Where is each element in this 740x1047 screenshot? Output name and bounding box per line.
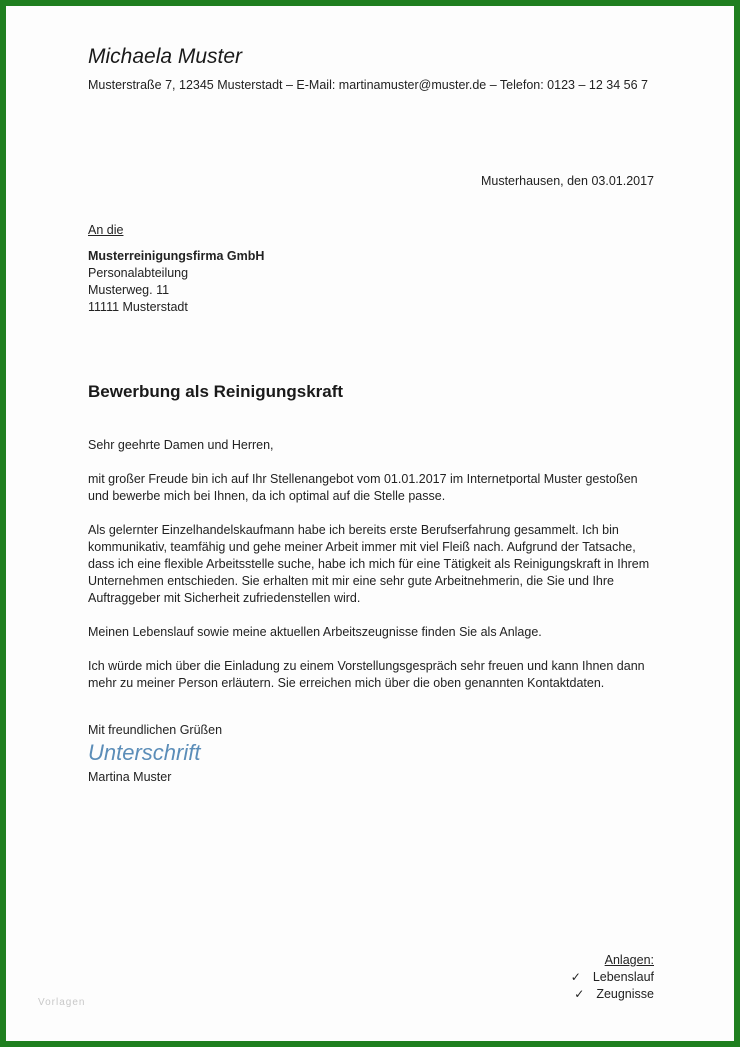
recipient-company: Musterreinigungsfirma GmbH bbox=[88, 249, 265, 263]
signer-name: Martina Muster bbox=[88, 770, 172, 784]
check-icon: ✓ bbox=[574, 987, 585, 1001]
attachment-label: Zeugnisse bbox=[596, 987, 654, 1001]
body-paragraph: mit großer Freude bin ich auf Ihr Stellenangebot vom 01.01.2017 im Internetportal Muster gestoßen und bewerbe mich bei Ihnen, da ich optimal auf die Stelle passe. bbox=[88, 472, 638, 503]
salutation: Sehr geehrte Damen und Herren, bbox=[88, 438, 274, 452]
watermark: Vorlagen bbox=[38, 997, 86, 1008]
sender-contact-line: Musterstraße 7, 12345 Musterstadt – E-Mail: martinamuster@muster.de – Telefon: 0123 – 12 34 56 7 bbox=[88, 78, 648, 92]
closing-greeting: Mit freundlichen Grüßen bbox=[88, 723, 223, 737]
body-paragraph: Als gelernter Einzelhandelskaufmann habe ich bereits erste Berufserfahrung gesammelt. Ich bin kommunikativ, teamfähig und gehe meiner Arbeit immer mit viel Fleiß nach. Aufgrund der Tatsache, dass ich eine flexible Arbeitsstelle suche, habe ich mich für eine Tätigkeit als Reinigungskraft in Ihrem Unternehmen entschieden. Sie erhalten mit mir eine sehr gute Arbeitnehmerin, die Sie und Ihre Auftraggeber mit Sicherheit zufriedenstellen wird. bbox=[88, 523, 650, 605]
recipient-address bbox=[88, 248, 264, 316]
attachments-block bbox=[571, 952, 654, 1003]
attachment-label: Lebenslauf bbox=[592, 970, 654, 984]
recipient-street: Musterweg. 11 bbox=[88, 283, 170, 297]
attachments-title: Anlagen: bbox=[604, 953, 654, 967]
signature: Unterschrift bbox=[88, 740, 201, 765]
recipient-department: Personalabteilung bbox=[88, 266, 189, 280]
sender-name: Michaela Muster bbox=[88, 45, 243, 68]
date-line: Musterhausen, den 03.01.2017 bbox=[480, 174, 654, 188]
body-paragraph: Meinen Lebenslauf sowie meine aktuellen Arbeitszeugnisse finden Sie als Anlage. bbox=[88, 625, 542, 639]
attachment-item bbox=[571, 969, 654, 986]
body-paragraph: Ich würde mich über die Einladung zu einem Vorstellungsgespräch sehr freuen und kann Ihnen dann mehr zu meiner Person erläutern. Sie erreichen mich über die oben genannten Kontaktdaten. bbox=[88, 659, 645, 690]
recipient-city: 11111 Musterstadt bbox=[88, 300, 188, 314]
attachment-item bbox=[571, 986, 654, 1003]
letter-body bbox=[88, 437, 658, 709]
recipient-label: An die bbox=[88, 223, 124, 237]
check-icon: ✓ bbox=[570, 970, 581, 984]
letter-subject: Bewerbung als Reinigungskraft bbox=[88, 382, 344, 401]
